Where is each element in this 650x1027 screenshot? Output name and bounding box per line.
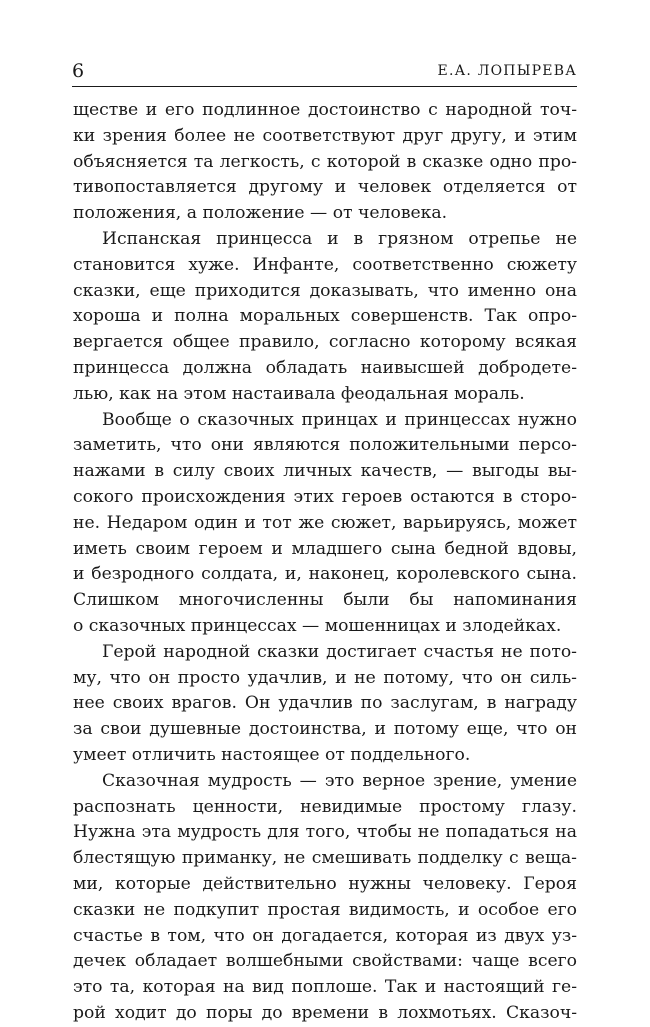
text-line: Герой народной сказки достигает счастья не пото- [102,641,577,662]
text-line: и безродного солдата, и, наконец, королевского сына. [73,564,577,585]
text-line: сокого происхождения этих героев остаются в сторо- [73,486,577,507]
text-line: нее своих врагов. Он удачлив по заслугам, в награду [73,693,577,714]
header-rule [72,86,577,87]
text-line: нажами в силу своих личных качеств, — выгоды вы- [73,461,577,482]
text-line: вергается общее правило, согласно которому всякая [73,332,577,353]
text-line: это та, которая на вид поплоше. Так и настоящий ге- [73,977,577,998]
text-line: за свои душевные достоинства, и потому еще, что он [73,719,577,740]
text-line: Слишком многочисленны были бы напоминания [73,590,577,611]
page-header [72,62,577,88]
paragraph [73,640,577,769]
text-line: распознать ценности, невидимые простому глазу. [73,796,577,817]
text-line: иметь своим героем и младшего сына бедной вдовы, [73,538,577,559]
text-line: ществе и его подлинное достоинство с народной точ- [73,100,577,120]
text-line: Вообще о сказочных принцах и принцессах нужно [102,409,577,430]
paragraph [73,408,577,640]
paragraph [73,98,577,227]
text-line: рой ходит до поры до времени в лохмотьях. Сказоч- [73,1002,577,1023]
text-line: сказки, еще приходится доказывать, что именно она [73,280,577,301]
text-line: не. Недаром один и тот же сюжет, варьируясь, может [73,512,577,533]
text-line: Испанская принцесса и в грязном отрепье не [102,228,577,249]
text-line: о сказочных принцессах — мошенницах и злодейках. [73,615,562,636]
text-line: тивопоставляется другому и человек отделяется от [73,177,577,198]
text-line: ки зрения более не соответствуют друг другу, и этим [73,125,577,146]
text-line: лью, как на этом настаивала феодальная мораль. [73,383,525,404]
text-line: Сказочная мудрость — это верное зрение, умение [102,770,577,791]
paragraph [73,227,577,408]
text-line: хороша и полна моральных совершенств. Так опро- [73,306,577,327]
running-head-author: Е.А. ЛОПЫРЕВА [437,63,577,79]
text-line: му, что он просто удачлив, и не потому, что он силь- [73,667,577,688]
text-line: становится хуже. Инфанте, соответственно сюжету [73,254,577,275]
text-line: ми, которые действительно нужны человеку. Героя [73,873,577,894]
text-line: положения, а положение — от человека. [73,203,448,224]
text-line: объясняется та легкость, с которой в сказке одно про- [73,151,577,172]
body-text [73,98,577,1027]
page-number: 6 [72,60,85,82]
text-line: принцесса должна обладать наивысшей добродете- [73,357,577,378]
text-line: Нужна эта мудрость для того, чтобы не попадаться на [73,822,577,843]
paragraph [73,769,577,1027]
text-line: счастье в том, что он догадается, которая из двух уз- [73,925,577,946]
text-line: умеет отличить настоящее от поддельного. [73,744,471,765]
text-line: заметить, что они являются положительными персо- [73,435,577,456]
text-line: сказки не подкупит простая видимость, и особое его [73,899,577,920]
text-line: блестящую приманку, не смешивать подделку с веща- [73,848,577,869]
text-line: дечек обладает волшебными свойствами: чаще всего [73,951,577,972]
